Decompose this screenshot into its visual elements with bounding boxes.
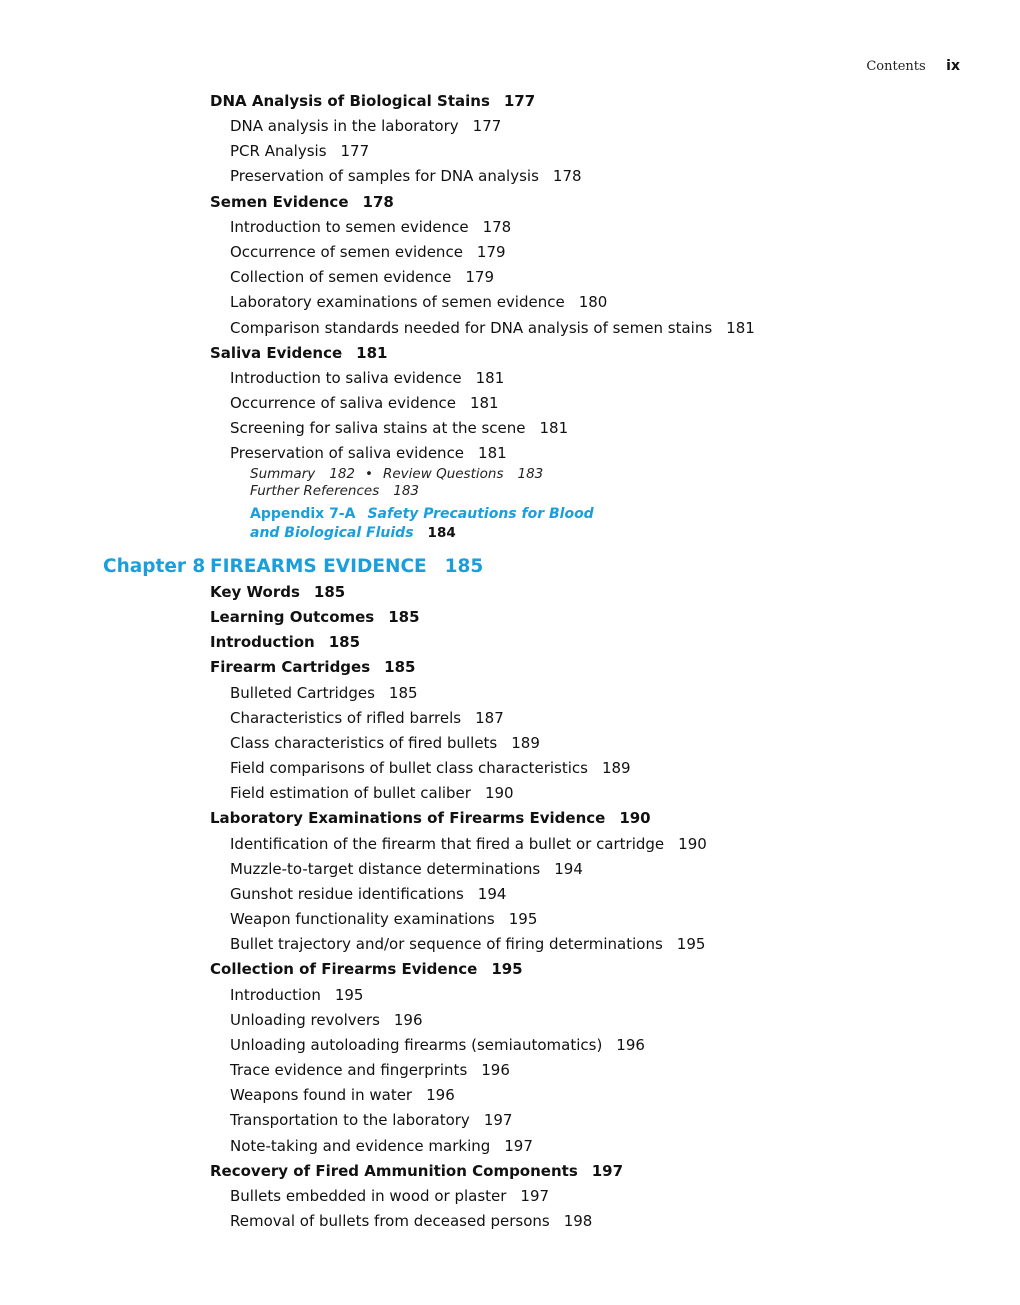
toc-entry-title: Comparison standards needed for DNA analysis of semen stains — [230, 319, 713, 337]
further-references-label: Further References — [250, 483, 380, 499]
toc-entry-page: 177 — [340, 142, 370, 160]
toc-entry-page: 190 — [678, 835, 707, 853]
toc-entry-page: 185 — [388, 608, 420, 626]
toc-entry-title: Recovery of Fired Ammunition Components — [210, 1162, 578, 1180]
appendix-entry — [250, 504, 594, 524]
toc-subsection-entry — [230, 318, 755, 338]
review-questions-page: 183 — [517, 466, 544, 482]
toc-end-matter-line — [250, 481, 419, 501]
toc-subsection-entry — [230, 393, 499, 413]
toc-subsection-entry — [230, 1136, 533, 1156]
toc-subsection-entry — [230, 116, 501, 136]
toc-entry-page: 177 — [503, 92, 536, 110]
toc-entry-title: Key Words — [210, 583, 300, 601]
toc-entry-title: Saliva Evidence — [210, 344, 343, 362]
toc-entry-title: Introduction — [210, 633, 315, 651]
appendix-title-continued: and Biological Fluids — [250, 525, 414, 541]
toc-subsection-entry — [230, 292, 607, 312]
toc-entry-title: Laboratory Examinations of Firearms Evidence — [210, 809, 606, 827]
toc-entry-title: Collection of semen evidence — [230, 268, 452, 286]
toc-entry-page: 189 — [601, 759, 631, 777]
toc-entry-title: Trace evidence and fingerprints — [230, 1061, 468, 1079]
review-questions-label: Review Questions — [383, 466, 504, 482]
toc-entry-title: Muzzle-to-target distance determinations — [230, 860, 541, 878]
toc-entry-page: 190 — [484, 784, 514, 802]
toc-subsection-entry — [230, 1211, 592, 1231]
toc-entry-title: Weapons found in water — [230, 1086, 413, 1104]
toc-entry-page: 196 — [616, 1036, 645, 1054]
toc-entry-title: Occurrence of semen evidence — [230, 243, 463, 261]
toc-subsection-entry — [230, 934, 705, 954]
toc-entry-page: 181 — [356, 344, 388, 362]
toc-subsection-entry — [230, 683, 418, 703]
toc-entry-page: 185 — [313, 583, 346, 601]
toc-subsection-entry — [230, 1085, 455, 1105]
toc-entry-page: 181 — [475, 369, 505, 387]
chapter-page: 185 — [444, 556, 484, 577]
chapter-label: Chapter 8 — [103, 556, 206, 577]
toc-entry-page: 189 — [511, 734, 540, 752]
toc-entry-page: 178 — [362, 193, 394, 211]
toc-subsection-entry — [230, 985, 363, 1005]
toc-entry-page: 181 — [726, 319, 755, 337]
toc-entry-title: DNA analysis in the laboratory — [230, 117, 459, 135]
toc-subsection-entry — [230, 418, 568, 438]
toc-entry-title: Introduction — [230, 986, 321, 1004]
toc-subsection-entry — [230, 909, 537, 929]
toc-entry-title: Introduction to saliva evidence — [230, 369, 462, 387]
toc-entry-title: Characteristics of rifled barrels — [230, 709, 462, 727]
toc-entry-title: Occurrence of saliva evidence — [230, 394, 456, 412]
bullet-separator: • — [365, 466, 373, 482]
toc-entry-page: 198 — [563, 1212, 593, 1230]
toc-entry-page: 194 — [554, 860, 583, 878]
toc-subsection-entry — [230, 1110, 512, 1130]
toc-entry-title: Unloading revolvers — [230, 1011, 380, 1029]
summary-page: 182 — [329, 466, 356, 482]
toc-entry-page: 190 — [619, 809, 651, 827]
toc-entry-page: 178 — [552, 167, 582, 185]
summary-label: Summary — [250, 466, 316, 482]
toc-entry-title: Laboratory examinations of semen evidence — [230, 293, 565, 311]
toc-entry-page: 196 — [481, 1061, 510, 1079]
toc-subsection-entry — [230, 1186, 549, 1206]
toc-entry-page: 181 — [539, 419, 569, 437]
toc-section-entry — [210, 632, 360, 652]
toc-subsection-entry — [230, 758, 631, 778]
toc-entry-page: 194 — [477, 885, 507, 903]
toc-subsection-entry — [230, 368, 504, 388]
toc-entry-page: 195 — [676, 935, 706, 953]
toc-entry-page: 197 — [520, 1187, 550, 1205]
toc-entry-title: Unloading autoloading firearms (semiautomatics) — [230, 1036, 603, 1054]
toc-entry-page: 197 — [504, 1137, 533, 1155]
toc-section-entry — [210, 582, 345, 602]
running-head-label: Contents — [866, 59, 926, 74]
toc-entry-page: 187 — [475, 709, 504, 727]
toc-subsection-entry — [230, 834, 707, 854]
toc-entry-page: 177 — [472, 117, 502, 135]
toc-subsection-entry — [230, 1060, 510, 1080]
toc-section-entry — [210, 343, 387, 363]
toc-entry-page: 196 — [393, 1011, 423, 1029]
toc-entry-title: Identification of the firearm that fired a bullet or cartridge — [230, 835, 665, 853]
appendix-page: 184 — [427, 525, 456, 541]
toc-entry-title: Field estimation of bullet caliber — [230, 784, 471, 802]
toc-entry-title: Gunshot residue identifications — [230, 885, 464, 903]
toc-entry-page: 197 — [483, 1111, 513, 1129]
toc-subsection-entry — [230, 708, 504, 728]
toc-subsection-entry — [230, 242, 506, 262]
toc-section-entry — [210, 657, 415, 677]
toc-subsection-entry — [230, 141, 369, 161]
toc-entry-page: 185 — [384, 658, 416, 676]
toc-entry-page: 181 — [469, 394, 499, 412]
toc-subsection-entry — [230, 166, 582, 186]
toc-entry-page: 178 — [482, 218, 512, 236]
chapter-title-text: FIREARMS EVIDENCE — [210, 556, 427, 577]
toc-entry-page: 197 — [591, 1162, 624, 1180]
chapter-heading — [0, 556, 1020, 580]
running-head — [866, 58, 960, 74]
toc-entry-page: 195 — [508, 910, 538, 928]
toc-entry-title: Collection of Firearms Evidence — [210, 960, 478, 978]
toc-entry-page: 196 — [426, 1086, 455, 1104]
toc-entry-title: Transportation to the laboratory — [230, 1111, 470, 1129]
chapter-title — [210, 556, 483, 577]
toc-subsection-entry — [230, 1035, 645, 1055]
toc-subsection-entry — [230, 443, 507, 463]
toc-section-entry — [210, 192, 394, 212]
toc-entry-page: 185 — [388, 684, 418, 702]
toc-entry-title: Introduction to semen evidence — [230, 218, 469, 236]
toc-subsection-entry — [230, 1010, 423, 1030]
toc-section-entry — [210, 607, 420, 627]
toc-entry-page: 185 — [328, 633, 361, 651]
toc-section-entry — [210, 959, 523, 979]
toc-entry-title: Class characteristics of fired bullets — [230, 734, 498, 752]
toc-entry-title: Note-taking and evidence marking — [230, 1137, 491, 1155]
toc-entry-title: Preservation of samples for DNA analysis — [230, 167, 539, 185]
toc-entry-page: 179 — [465, 268, 494, 286]
toc-entry-page: 195 — [491, 960, 523, 978]
appendix-label: Appendix 7-A — [250, 506, 356, 522]
toc-entry-title: Semen Evidence — [210, 193, 349, 211]
toc-entry-page: 181 — [478, 444, 507, 462]
toc-entry-title: Bullets embedded in wood or plaster — [230, 1187, 507, 1205]
toc-subsection-entry — [230, 783, 514, 803]
toc-subsection-entry — [230, 884, 506, 904]
toc-entry-title: Preservation of saliva evidence — [230, 444, 465, 462]
toc-entry-title: Field comparisons of bullet class characteristics — [230, 759, 588, 777]
toc-entry-title: Bulleted Cartridges — [230, 684, 375, 702]
toc-entry-title: Weapon functionality examinations — [230, 910, 495, 928]
page-number: ix — [946, 58, 960, 74]
further-references-page: 183 — [393, 483, 420, 499]
toc-entry-title: Bullet trajectory and/or sequence of firing determinations — [230, 935, 663, 953]
toc-entry-title: DNA Analysis of Biological Stains — [210, 92, 490, 110]
toc-entry-title: Learning Outcomes — [210, 608, 375, 626]
toc-section-entry — [210, 808, 651, 828]
toc-entry-page: 179 — [476, 243, 506, 261]
toc-entry-title: Firearm Cartridges — [210, 658, 371, 676]
toc-subsection-entry — [230, 733, 540, 753]
toc-entry-title: Screening for saliva stains at the scene — [230, 419, 526, 437]
toc-subsection-entry — [230, 217, 511, 237]
toc-section-entry — [210, 1161, 623, 1181]
toc-entry-page: 195 — [334, 986, 364, 1004]
toc-entry-page: 180 — [578, 293, 608, 311]
toc-entry-title: PCR Analysis — [230, 142, 327, 160]
toc-subsection-entry — [230, 859, 583, 879]
toc-entry-title: Removal of bullets from deceased persons — [230, 1212, 550, 1230]
toc-section-entry — [210, 91, 535, 111]
appendix-entry-continued — [250, 523, 456, 543]
toc-subsection-entry — [230, 267, 494, 287]
appendix-title: Safety Precautions for Blood — [367, 506, 594, 522]
